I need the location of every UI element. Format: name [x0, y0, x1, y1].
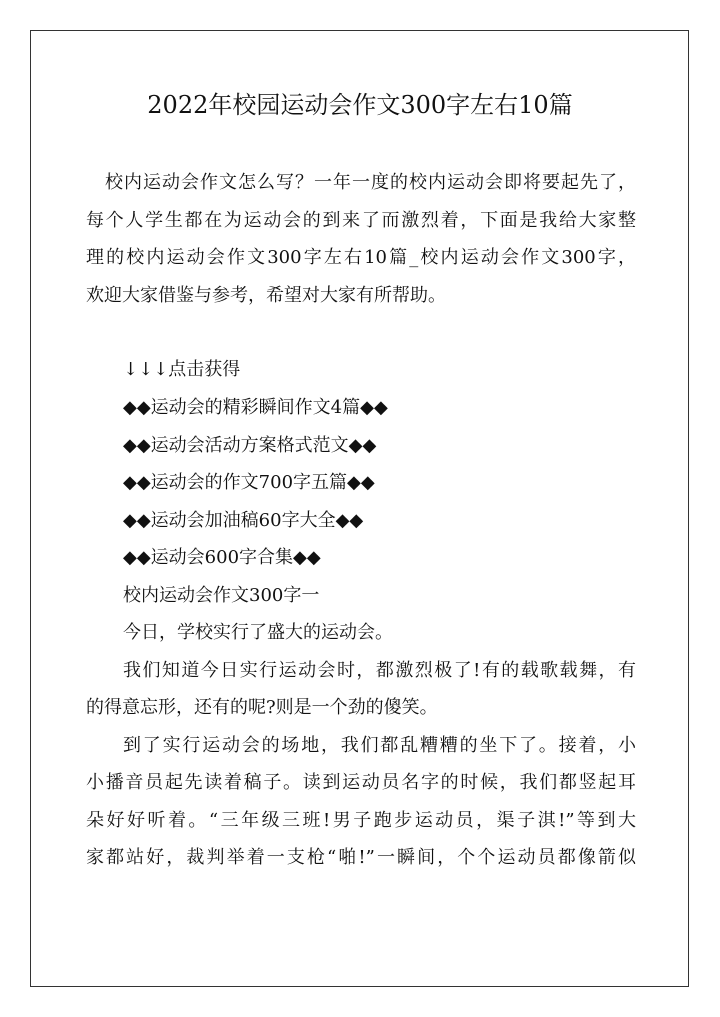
essay-line: 到了实行运动会的场地，我们都乱糟糟的坐下了。接着，小 — [123, 735, 636, 756]
intro-line: 每个人学生都在为运动会的到来了而激烈着，下面是我给大家整 — [86, 210, 636, 231]
intro-line: 欢迎大家借鉴与参考，希望对大家有所帮助。 — [86, 285, 446, 306]
related-link[interactable]: ◆◆运动会加油稿60字大全◆◆ — [123, 510, 364, 531]
intro-line: 校内运动会作文怎么写？一年一度的校内运动会即将要起先了， — [105, 172, 636, 193]
essay-line: 我们知道今日实行运动会时，都激烈极了!有的载歌载舞，有 — [123, 660, 636, 681]
related-link[interactable]: ◆◆运动会活动方案格式范文◆◆ — [123, 435, 377, 456]
related-link[interactable]: ◆◆运动会的精彩瞬间作文4篇◆◆ — [123, 397, 388, 418]
essay-line: 今日，学校实行了盛大的运动会。 — [123, 622, 393, 643]
links-header: ↓↓↓点击获得 — [123, 359, 241, 380]
essay-line: 小播音员起先读着稿子。读到运动员名字的时候，我们都竖起耳 — [86, 772, 636, 793]
essay-title: 校内运动会作文300字一 — [123, 585, 320, 606]
related-link[interactable]: ◆◆运动会600字合集◆◆ — [123, 547, 321, 568]
document-title: 2022年校园运动会作文300字左右10篇 — [147, 91, 573, 119]
intro-line: 理的校内运动会作文300字左右10篇_校内运动会作文300字， — [86, 247, 636, 268]
related-link[interactable]: ◆◆运动会的作文700字五篇◆◆ — [123, 472, 375, 493]
essay-line: 家都站好，裁判举着一支枪“啪!”一瞬间，个个运动员都像箭似 — [86, 847, 636, 868]
essay-line: 的得意忘形，还有的呢?则是一个劲的傻笑。 — [86, 697, 438, 718]
essay-line: 朵好好听着。“三年级三班!男子跑步运动员，渠子淇!”等到大 — [86, 810, 636, 831]
